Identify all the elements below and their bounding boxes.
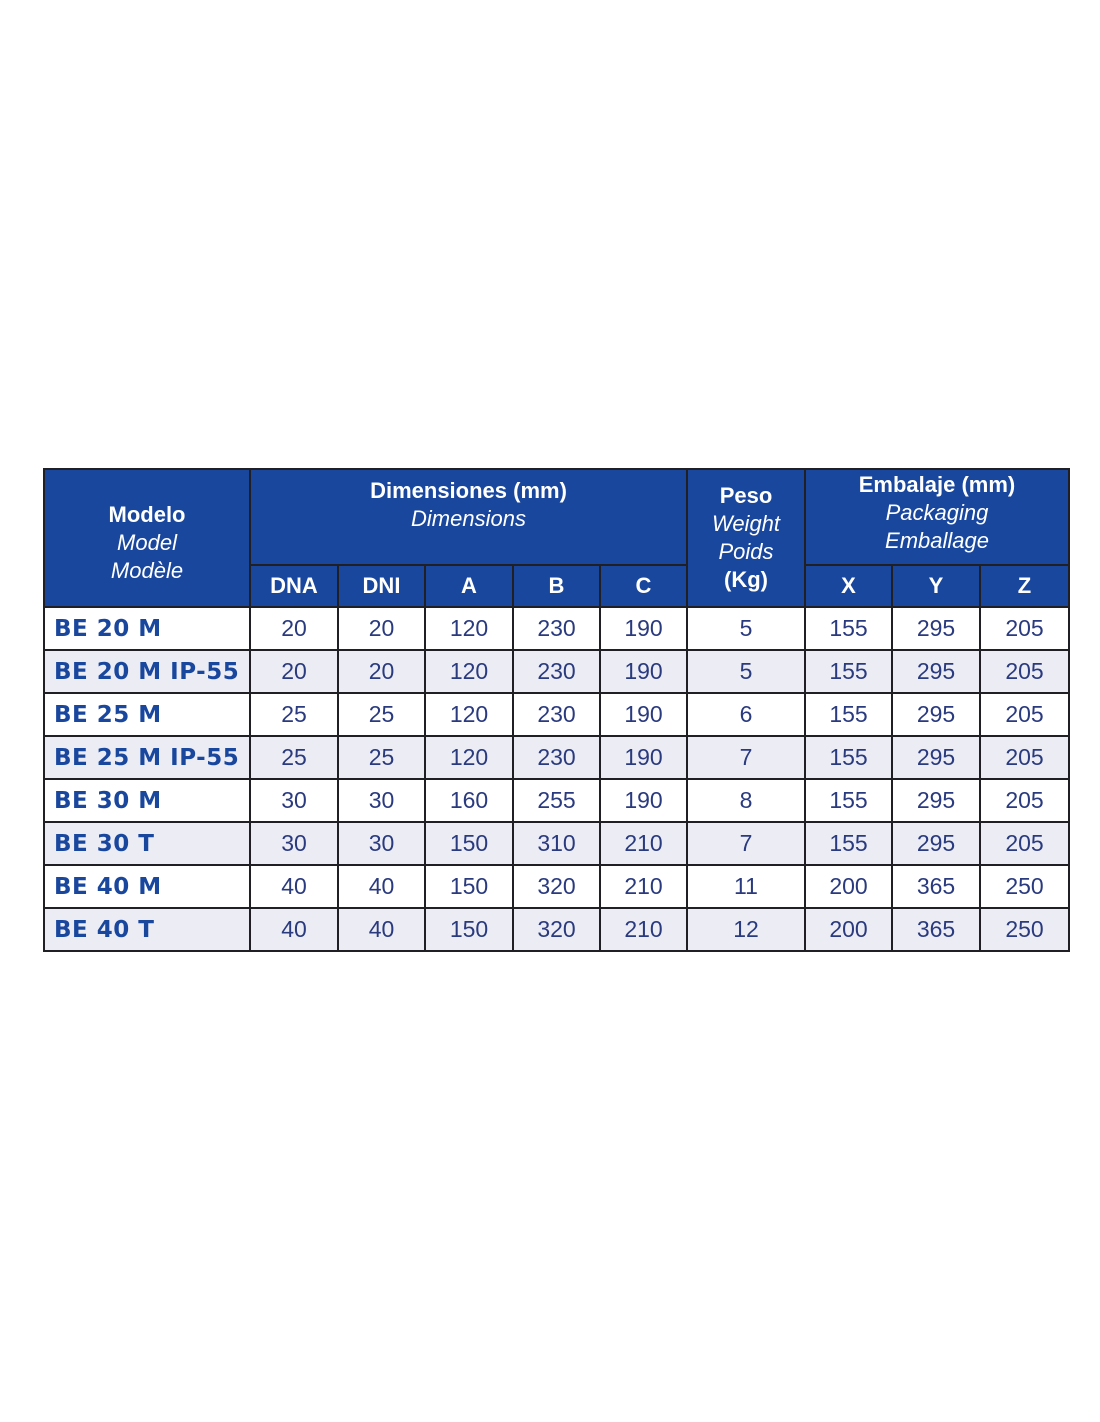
weight-cell: 7 (687, 822, 805, 865)
y-cell: 295 (892, 779, 980, 822)
col-header-z: Z (980, 565, 1069, 607)
weight-cell: 11 (687, 865, 805, 908)
x-cell: 200 (805, 908, 892, 951)
table-row (44, 822, 1069, 865)
a-cell: 150 (425, 822, 513, 865)
y-cell: 295 (892, 736, 980, 779)
b-cell: 310 (513, 822, 600, 865)
c-cell: 190 (600, 693, 687, 736)
y-cell: 295 (892, 693, 980, 736)
packaging-header-en: Packaging (885, 500, 989, 525)
z-cell: 250 (980, 865, 1069, 908)
col-header-dna: DNA (250, 565, 338, 607)
model-cell: BE 30 M (44, 779, 250, 822)
model-header-es: Modelo (108, 502, 186, 527)
col-header-c: C (600, 565, 687, 607)
c-cell: 190 (600, 650, 687, 693)
col-header-y: Y (892, 565, 980, 607)
dni-cell: 20 (338, 607, 425, 650)
table-row (44, 607, 1069, 650)
c-cell: 190 (600, 736, 687, 779)
dimensions-header (250, 469, 687, 565)
dni-cell: 20 (338, 650, 425, 693)
dni-cell: 30 (338, 779, 425, 822)
table-row (44, 779, 1069, 822)
dna-cell: 25 (250, 693, 338, 736)
dna-cell: 40 (250, 908, 338, 951)
model-cell: BE 25 M IP-55 (44, 736, 250, 779)
model-header-fr: Modèle (110, 558, 184, 583)
table-body (44, 607, 1069, 951)
b-cell: 230 (513, 736, 600, 779)
x-cell: 155 (805, 736, 892, 779)
y-cell: 365 (892, 908, 980, 951)
a-cell: 120 (425, 607, 513, 650)
table-row (44, 650, 1069, 693)
model-cell: BE 20 M IP-55 (44, 650, 250, 693)
dna-cell: 40 (250, 865, 338, 908)
z-cell: 250 (980, 908, 1069, 951)
model-cell: BE 25 M (44, 693, 250, 736)
b-cell: 230 (513, 607, 600, 650)
a-cell: 150 (425, 908, 513, 951)
a-cell: 150 (425, 865, 513, 908)
packaging-header (805, 469, 1069, 565)
c-cell: 190 (600, 779, 687, 822)
weight-cell: 5 (687, 650, 805, 693)
z-cell: 205 (980, 736, 1069, 779)
table-header (44, 469, 1069, 607)
weight-header-es: Peso (719, 483, 773, 508)
z-cell: 205 (980, 607, 1069, 650)
dna-cell: 25 (250, 736, 338, 779)
dni-cell: 40 (338, 908, 425, 951)
weight-cell: 7 (687, 736, 805, 779)
c-cell: 210 (600, 908, 687, 951)
weight-cell: 8 (687, 779, 805, 822)
y-cell: 365 (892, 865, 980, 908)
weight-cell: 6 (687, 693, 805, 736)
weight-cell: 5 (687, 607, 805, 650)
dna-cell: 20 (250, 650, 338, 693)
dna-cell: 30 (250, 779, 338, 822)
dni-cell: 25 (338, 693, 425, 736)
table-row (44, 693, 1069, 736)
weight-header-fr: Poids (718, 539, 774, 564)
table-row (44, 908, 1069, 951)
z-cell: 205 (980, 693, 1069, 736)
model-cell: BE 40 M (44, 865, 250, 908)
z-cell: 205 (980, 779, 1069, 822)
b-cell: 320 (513, 908, 600, 951)
dna-cell: 20 (250, 607, 338, 650)
a-cell: 120 (425, 693, 513, 736)
dna-cell: 30 (250, 822, 338, 865)
model-header-en: Model (117, 530, 177, 555)
x-cell: 155 (805, 650, 892, 693)
a-cell: 120 (425, 736, 513, 779)
packaging-header-fr: Emballage (885, 528, 989, 553)
col-header-dni: DNI (338, 565, 425, 607)
a-cell: 120 (425, 650, 513, 693)
col-header-b: B (513, 565, 600, 607)
weight-header (687, 469, 805, 607)
b-cell: 230 (513, 650, 600, 693)
b-cell: 320 (513, 865, 600, 908)
dni-cell: 30 (338, 822, 425, 865)
table-row (44, 736, 1069, 779)
model-cell: BE 20 M (44, 607, 250, 650)
model-cell: BE 30 T (44, 822, 250, 865)
a-cell: 160 (425, 779, 513, 822)
weight-header-en: Weight (711, 511, 781, 536)
col-header-a: A (425, 565, 513, 607)
weight-cell: 12 (687, 908, 805, 951)
x-cell: 155 (805, 822, 892, 865)
y-cell: 295 (892, 822, 980, 865)
z-cell: 205 (980, 650, 1069, 693)
c-cell: 190 (600, 607, 687, 650)
z-cell: 205 (980, 822, 1069, 865)
model-cell: BE 40 T (44, 908, 250, 951)
weight-header-unit: (Kg) (724, 567, 768, 592)
b-cell: 230 (513, 693, 600, 736)
x-cell: 155 (805, 693, 892, 736)
c-cell: 210 (600, 865, 687, 908)
b-cell: 255 (513, 779, 600, 822)
x-cell: 200 (805, 865, 892, 908)
table-row (44, 865, 1069, 908)
y-cell: 295 (892, 607, 980, 650)
y-cell: 295 (892, 650, 980, 693)
dni-cell: 25 (338, 736, 425, 779)
dni-cell: 40 (338, 865, 425, 908)
dimensions-header-es: Dimensiones (mm) (370, 478, 567, 503)
c-cell: 210 (600, 822, 687, 865)
x-cell: 155 (805, 779, 892, 822)
product-spec-table (43, 468, 1070, 952)
packaging-header-es: Embalaje (mm) (858, 472, 1016, 497)
dimensions-header-en: Dimensions (411, 506, 526, 531)
x-cell: 155 (805, 607, 892, 650)
col-header-x: X (805, 565, 892, 607)
model-header (44, 469, 250, 607)
